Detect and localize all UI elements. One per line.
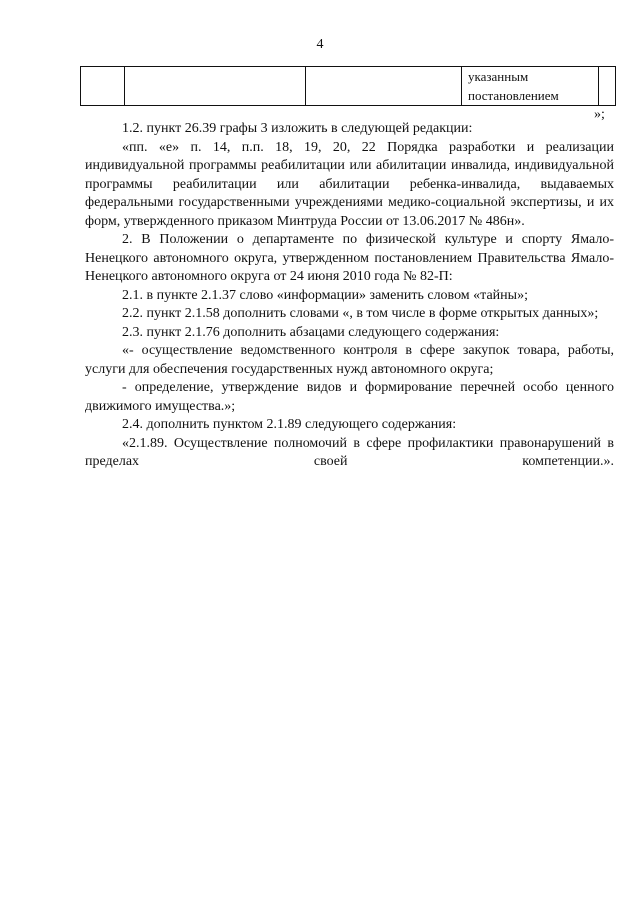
table-cell — [306, 67, 462, 106]
paragraph: 2.4. дополнить пунктом 2.1.89 следующего содержания: — [122, 417, 457, 432]
closing-quote-mark: »; — [594, 107, 605, 122]
paragraph: «пп. «е» п. 14, п.п. 18, 19, 20, 22 Порядка разработки и реализации индивидуальной программы реабилитации или абилитации инвалида, индивидуальной программы реабилитации или абилитации ребенка-инвалида, выдаваемых федеральными государственными учреждениями медико-социальной экспертизы, и их форм, утвержденного приказом Минтруда России от 13.06.2017 № 486н». — [85, 139, 614, 229]
document-body — [85, 120, 614, 472]
paragraph: 2.2. пункт 2.1.58 дополнить словами «, в том числе в форме открытых данных»; — [122, 306, 599, 321]
paragraph: «- осуществление ведомственного контроля в сфере закупок товара, работы, услуги для обеспечения государственных нужд автономного округа; — [85, 343, 614, 377]
table-cell — [81, 67, 125, 106]
paragraph: 2.1. в пункте 2.1.37 слово «информации» заменить словом «тайны»; — [122, 287, 528, 303]
page-number: 4 — [316, 37, 324, 52]
table-cell-line: постановлением — [468, 88, 559, 103]
paragraph: 2.3. пункт 2.1.76 дополнить абзацами следующего содержания: — [122, 324, 500, 340]
table-cell-line: указанным — [468, 69, 529, 84]
table-cell — [125, 67, 306, 106]
paragraph: 1.2. пункт 26.39 графы 3 изложить в следующей редакции: — [122, 121, 473, 136]
table-row — [81, 67, 616, 106]
table-cell-text — [462, 67, 599, 106]
paragraph: «2.1.89. Осуществление полномочий в сфере профилактики правонарушений в пределах своей компетенции.». — [85, 435, 614, 469]
continuation-table — [80, 66, 616, 106]
table-cell — [599, 67, 616, 106]
paragraph: - определение, утверждение видов и формирование перечней особо ценного движимого имущества.»; — [85, 380, 614, 414]
paragraph: 2. В Положении о департаменте по физической культуре и спорту Ямало-Ненецкого автономного округа, утвержденном постановлением Правительства Ямало-Ненецкого автономного округа от 24 июня 2010 года № 82-П: — [85, 232, 614, 284]
